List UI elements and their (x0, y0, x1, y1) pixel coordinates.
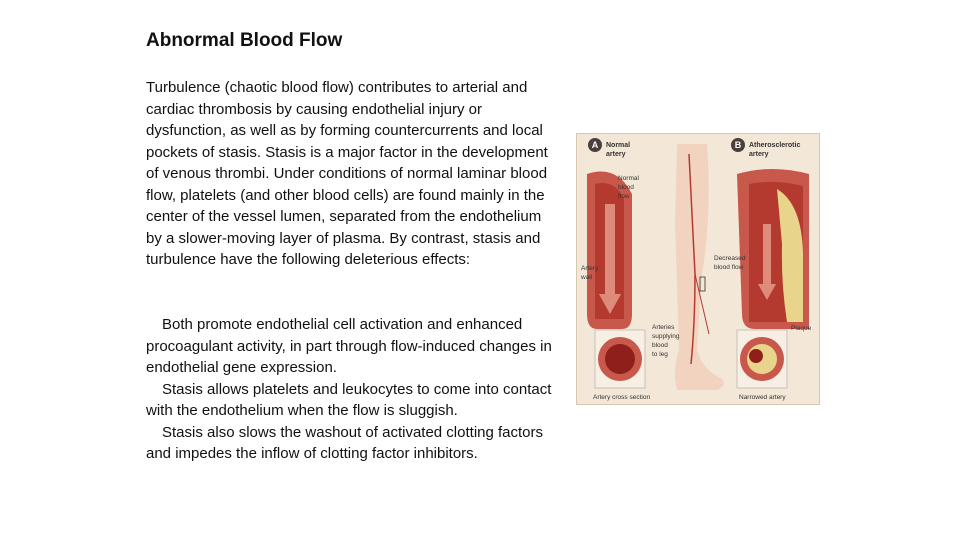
intro-paragraph: Turbulence (chaotic blood flow) contributes to arterial and cardiac thrombosis by causing endothelial injury or dysfunction, as well as by forming countercurrents and local pockets of stasis. Stasis is a major factor in the development of venous thrombi. Under conditions of normal laminar blood flow, platelets (and other blood cells) are found mainly in the center of the vessel lumen, separated from the endothelium by a slower-moving layer of plasma. By contrast, stasis and turbulence have the following deleterious effects: (146, 79, 548, 268)
effect-item: Both promote endothelial cell activation and enhanced procoagulant activity, in part through flow-induced changes in endothelial gene expression. (146, 316, 552, 376)
label-arteries-leg-4: to leg (652, 351, 668, 358)
label-normal-flow-3: flow (618, 193, 630, 200)
label-decreased-flow-2: blood flow (714, 264, 744, 271)
label-arteries-leg-2: supplying (652, 333, 680, 340)
label-cross-section: Artery cross section (593, 394, 651, 401)
panel-a-letter: A (591, 140, 599, 150)
atherosclerotic-artery-drawing (737, 169, 809, 329)
effects-list (146, 314, 566, 465)
cross-section-drawing (595, 330, 645, 388)
label-arteries-leg-3: blood (652, 342, 668, 349)
label-plaque: Plaque (791, 325, 812, 332)
slide-title: Abnormal Blood Flow (146, 30, 343, 51)
effect-item: Stasis also slows the washout of activated clotting factors and impedes the inflow of clotting factor inhibitors. (146, 423, 544, 462)
blood-flow-figure (576, 133, 820, 405)
panel-a-title-line1: Normal (606, 142, 631, 149)
label-normal-flow-2: blood (618, 184, 634, 191)
label-normal-flow-1: Normal (618, 175, 639, 182)
label-decreased-flow-1: Decreased (714, 255, 746, 262)
panel-b-title-line2: artery (749, 151, 769, 158)
panel-b-letter: B (734, 140, 742, 150)
artery-illustration (577, 134, 819, 404)
panel-a-title-line2: artery (606, 151, 626, 158)
label-arteries-leg-1: Arteries (652, 324, 675, 331)
narrowed-cross-section-drawing (737, 330, 787, 388)
label-artery-wall-2: wall (581, 274, 593, 281)
panel-b-title-line1: Atherosclerotic (749, 142, 801, 149)
label-narrowed-artery: Narrowed artery (739, 394, 786, 401)
effect-item: Stasis allows platelets and leukocytes to come into contact with the endothelium when the flow is sluggish. (146, 380, 552, 419)
label-artery-wall-1: Artery (581, 265, 599, 272)
